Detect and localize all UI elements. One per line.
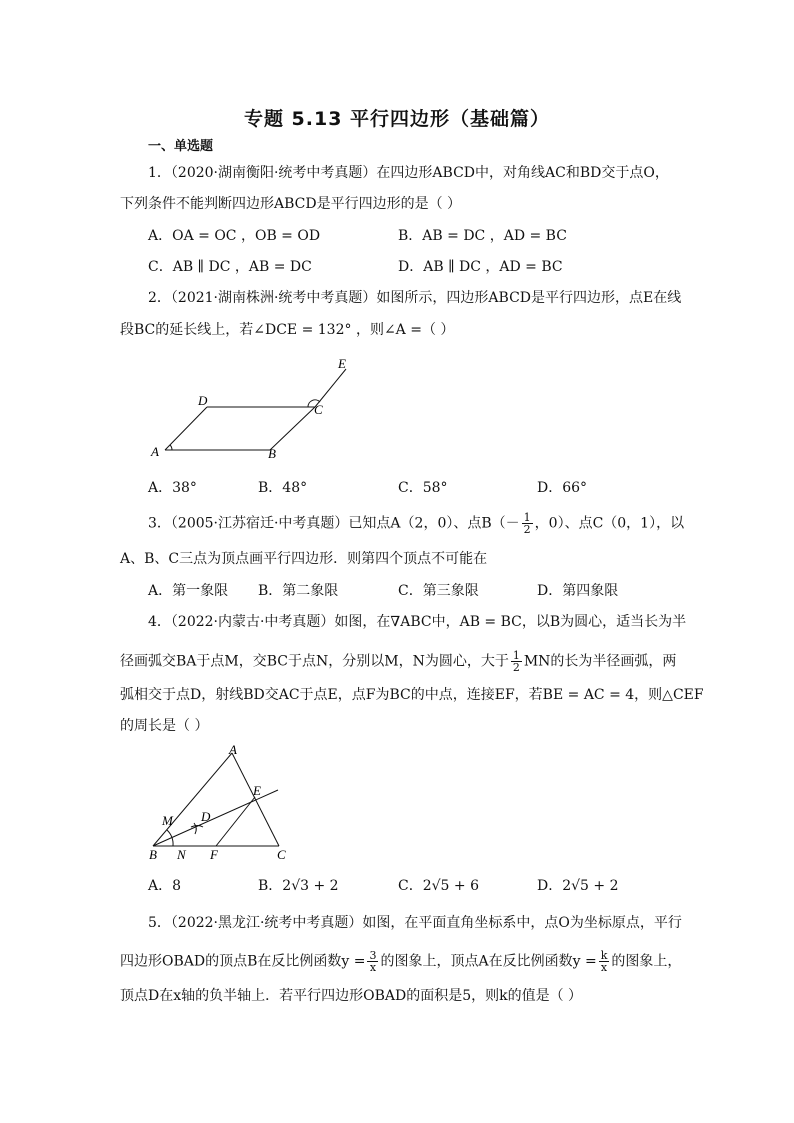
point-label-f: F xyxy=(210,847,218,862)
q5-stem-part-b: 的图象上，顶点A在反比例函数y = xyxy=(380,953,597,970)
q4-stem-part-a: 径画弧交BA于点M，交BC于点N，分别以M，N为圆心，大于 xyxy=(120,653,509,670)
q2-option-d[interactable]: D．66° xyxy=(537,480,588,496)
q2-option-c[interactable]: C．58° xyxy=(398,480,448,496)
point-label-d: D xyxy=(201,809,211,824)
q2-stem-line1: 2．（2021·湖南株洲·统考中考真题）如图所示，四边形ABCD是平行四边形，点E在线 xyxy=(148,290,682,306)
q5-fraction-2-numerator: k xyxy=(600,949,608,962)
q3-stem-line2: A、B、C三点为顶点画平行四边形．则第四个顶点不可能在 xyxy=(120,551,488,567)
q4-stem-line2 xyxy=(120,650,676,673)
q5-stem-line1: 5．（2022·黑龙江·统考中考真题）如图，在平面直角坐标系中，点O为坐标原点，平行 xyxy=(148,915,682,931)
q3-fraction xyxy=(522,512,533,535)
q4-option-d[interactable]: D．2√5 + 2 xyxy=(537,878,619,894)
vertex-label-a: A xyxy=(229,742,237,757)
q5-fraction-2-denominator: x xyxy=(600,961,608,974)
q4-fraction xyxy=(511,650,522,673)
q4-stem-line1: 4．（2022·内蒙古·中考真题）如图，在∇ABC中，AB = BC，以B为圆心，适当长为半 xyxy=(148,614,687,630)
q5-stem-line2 xyxy=(120,950,681,973)
q1-stem-line2: 下列条件不能判断四边形ABCD是平行四边形的是（ ） xyxy=(120,196,462,212)
vertex-label-e: E xyxy=(338,356,346,371)
q4-option-b[interactable]: B．2√3 + 2 xyxy=(258,878,339,894)
q5-fraction-1-numerator: 3 xyxy=(369,949,377,962)
vertex-label-c: C xyxy=(314,402,323,417)
q4-option-c[interactable]: C．2√5 + 6 xyxy=(398,878,479,894)
vertex-label-b: B xyxy=(268,446,276,461)
q4-stem-line3: 弧相交于点D，射线BD交AC于点E，点F为BC的中点，连接EF，若BE = AC = 4，则△CEF xyxy=(120,687,704,703)
q5-fraction-1-denominator: x xyxy=(369,961,377,974)
q5-stem-part-a: 四边形OBAD的顶点B在反比例函数y = xyxy=(120,953,366,970)
q4-triangle-figure xyxy=(140,740,300,868)
q3-option-a[interactable]: A．第一象限 xyxy=(148,583,229,599)
q5-fraction-2 xyxy=(599,950,610,973)
point-label-m: M xyxy=(162,813,173,828)
q4-option-a[interactable]: A．8 xyxy=(148,878,182,894)
q4-fraction-numerator: 1 xyxy=(512,649,520,662)
point-label-e: E xyxy=(253,783,261,798)
q1-option-a[interactable]: A．OA = OC ，OB = OD xyxy=(148,228,321,244)
point-label-n: N xyxy=(177,847,186,862)
q5-fraction-1 xyxy=(367,950,378,973)
q1-option-b[interactable]: B．AB = DC ，AD = BC xyxy=(398,228,567,244)
q1-option-d[interactable]: D．AB ∥ DC ，AD = BC xyxy=(398,259,563,275)
q2-option-b[interactable]: B．48° xyxy=(258,480,308,496)
q3-option-c[interactable]: C．第三象限 xyxy=(398,583,479,599)
q4-stem-part-b: MN的长为半径画弧，两 xyxy=(523,653,677,670)
vertex-label-c: C xyxy=(277,847,286,862)
q5-stem-line3: 顶点D在x轴的负半轴上．若平行四边形OBAD的面积是5，则k的值是（ ） xyxy=(120,988,583,1004)
q1-stem-line1: 1．（2020·湖南衡阳·统考中考真题）在四边形ABCD中，对角线AC和BD交于点O， xyxy=(148,165,669,181)
q2-parallelogram-figure xyxy=(140,350,370,465)
q3-stem-part-b: ，0）、点C（0，1），以 xyxy=(534,515,685,532)
q5-stem-part-c: 的图象上， xyxy=(611,953,682,970)
vertex-label-d: D xyxy=(198,393,208,408)
q4-stem-line4: 的周长是（ ） xyxy=(120,718,209,734)
q1-option-c[interactable]: C．AB ∥ DC ，AB = DC xyxy=(148,259,312,275)
vertex-label-a: A xyxy=(151,444,159,459)
q3-fraction-denominator: 2 xyxy=(523,523,531,536)
q2-stem-line2: 段BC的延长线上，若∠DCE = 132° ，则∠A =（ ） xyxy=(120,322,455,338)
q3-fraction-numerator: 1 xyxy=(523,511,531,524)
q4-fraction-denominator: 2 xyxy=(512,661,520,674)
triangle-abc xyxy=(153,753,279,846)
q3-stem-part-a: 3．（2005·江苏宿迁·中考真题）已知点A（2，0）、点B（－ xyxy=(148,515,520,532)
page-title: 专题 5.13 平行四边形（基础篇） xyxy=(243,108,551,130)
vertex-label-b: B xyxy=(149,847,157,862)
q3-option-b[interactable]: B．第二象限 xyxy=(258,583,339,599)
q2-option-a[interactable]: A．38° xyxy=(148,480,197,496)
q3-stem-line1 xyxy=(148,512,684,535)
q3-option-d[interactable]: D．第四象限 xyxy=(537,583,619,599)
section-heading: 一、单选题 xyxy=(148,139,214,154)
